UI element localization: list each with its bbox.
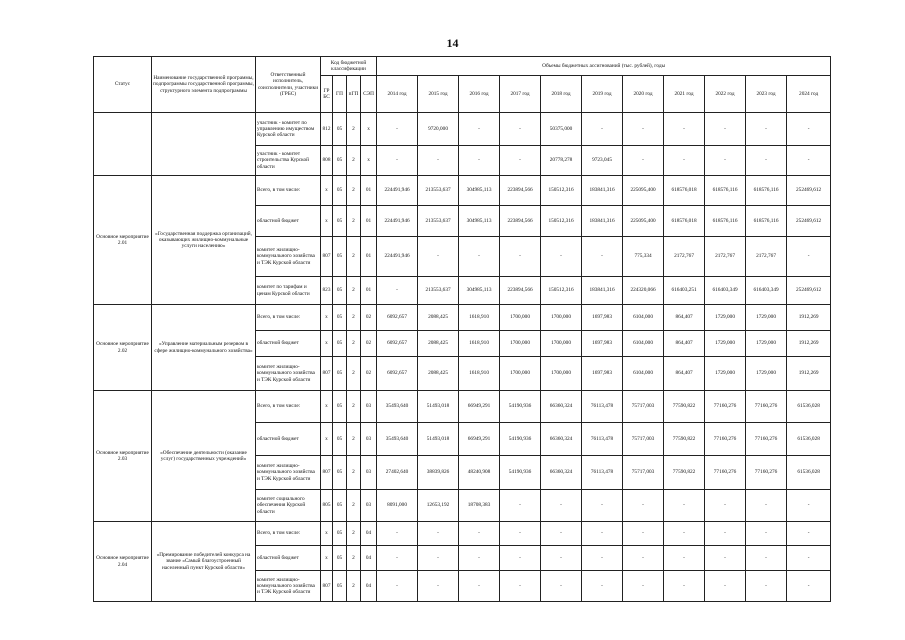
value-cell: -: [582, 490, 623, 522]
value-cell: 76113,478: [582, 456, 623, 490]
value-cell: 2088,425: [418, 357, 459, 391]
value-cell: -: [418, 522, 459, 546]
code-sep-cell: х: [361, 113, 377, 146]
value-cell: 252469,612: [787, 277, 831, 305]
header-year: 2022 год: [705, 76, 746, 113]
value-cell: 6104,000: [623, 305, 664, 331]
value-cell: -: [377, 113, 418, 146]
status-cell: Основное мероприятие 2.01: [94, 176, 152, 305]
header-year: 2024 год: [787, 76, 831, 113]
header-year: 2019 год: [582, 76, 623, 113]
value-cell: 20778,278: [541, 146, 582, 176]
table-row: [94, 305, 831, 331]
executor-cell: комитет жилищно-коммунального хозяйства и ТЭК Курской области: [256, 237, 321, 277]
budget-table: [93, 56, 831, 602]
header-code: ГП: [333, 76, 347, 113]
value-cell: 61536,028: [787, 391, 831, 423]
value-cell: 54190,936: [500, 456, 541, 490]
code-gp-cell: 05: [333, 331, 347, 357]
header-code: СЭП: [361, 76, 377, 113]
value-cell: 1729,000: [746, 357, 787, 391]
header-year: 2016 год: [459, 76, 500, 113]
value-cell: 183841,316: [582, 206, 623, 237]
code-pgp-cell: 2: [347, 456, 361, 490]
value-cell: 38839,826: [418, 456, 459, 490]
value-cell: 77590,822: [664, 423, 705, 456]
value-cell: 75717,003: [623, 391, 664, 423]
value-cell: 75717,003: [623, 456, 664, 490]
value-cell: -: [787, 146, 831, 176]
value-cell: -: [705, 490, 746, 522]
value-cell: -: [787, 113, 831, 146]
value-cell: -: [705, 146, 746, 176]
value-cell: 66949,291: [459, 391, 500, 423]
code-pgp-cell: 2: [347, 331, 361, 357]
value-cell: 304985,113: [459, 206, 500, 237]
code-grbs-cell: х: [321, 176, 333, 206]
code-sep-cell: 04: [361, 546, 377, 571]
value-cell: -: [459, 546, 500, 571]
executor-cell: участник - комитет строительства Курской области: [256, 146, 321, 176]
value-cell: 54190,936: [500, 391, 541, 423]
value-cell: 775,334: [623, 237, 664, 277]
value-cell: 223894,566: [500, 277, 541, 305]
value-cell: -: [418, 571, 459, 602]
executor-cell: областной бюджет: [256, 546, 321, 571]
value-cell: -: [664, 490, 705, 522]
value-cell: -: [500, 237, 541, 277]
executor-cell: комитет по тарифам и ценам Курской области: [256, 277, 321, 305]
value-cell: -: [623, 146, 664, 176]
value-cell: 616403,251: [664, 277, 705, 305]
code-gp-cell: 05: [333, 206, 347, 237]
code-sep-cell: 04: [361, 571, 377, 602]
value-cell: 1912,269: [787, 357, 831, 391]
value-cell: -: [500, 522, 541, 546]
value-cell: -: [459, 237, 500, 277]
name-cell: [152, 113, 256, 176]
value-cell: -: [459, 571, 500, 602]
value-cell: -: [787, 490, 831, 522]
value-cell: -: [582, 571, 623, 602]
code-sep-cell: 02: [361, 305, 377, 331]
value-cell: 1700,000: [541, 331, 582, 357]
header-year: 2021 год: [664, 76, 705, 113]
value-cell: -: [459, 522, 500, 546]
value-cell: -: [418, 237, 459, 277]
value-cell: -: [787, 546, 831, 571]
code-grbs-cell: 823: [321, 277, 333, 305]
code-sep-cell: 01: [361, 206, 377, 237]
value-cell: -: [582, 113, 623, 146]
value-cell: 6092,657: [377, 331, 418, 357]
value-cell: 618576,018: [664, 206, 705, 237]
code-gp-cell: 05: [333, 522, 347, 546]
value-cell: 2172,767: [705, 237, 746, 277]
value-cell: 183841,316: [582, 277, 623, 305]
executor-cell: Всего, в том числе:: [256, 176, 321, 206]
value-cell: -: [377, 146, 418, 176]
value-cell: -: [500, 546, 541, 571]
code-gp-cell: 05: [333, 277, 347, 305]
value-cell: -: [582, 546, 623, 571]
value-cell: 76113,478: [582, 391, 623, 423]
value-cell: -: [377, 546, 418, 571]
value-cell: 1912,269: [787, 305, 831, 331]
value-cell: 51493,018: [418, 391, 459, 423]
value-cell: -: [746, 522, 787, 546]
value-cell: 225095,400: [623, 176, 664, 206]
value-cell: 224491,946: [377, 237, 418, 277]
value-cell: -: [500, 146, 541, 176]
code-sep-cell: 01: [361, 176, 377, 206]
name-cell: «Обеспечение деятельности (оказание услуг) государственных учреждений»: [152, 391, 256, 522]
table-row: [94, 522, 831, 546]
executor-cell: Всего, в том числе:: [256, 522, 321, 546]
value-cell: -: [746, 571, 787, 602]
code-gp-cell: 05: [333, 391, 347, 423]
code-grbs-cell: х: [321, 391, 333, 423]
value-cell: 48240,908: [459, 456, 500, 490]
code-gp-cell: 05: [333, 113, 347, 146]
header-year: 2014 год: [377, 76, 418, 113]
value-cell: -: [500, 490, 541, 522]
value-cell: 35493,640: [377, 391, 418, 423]
value-cell: 35493,640: [377, 423, 418, 456]
code-pgp-cell: 2: [347, 237, 361, 277]
value-cell: 618576,116: [746, 206, 787, 237]
status-cell: Основное мероприятие 2.02: [94, 305, 152, 391]
value-cell: 27402,640: [377, 456, 418, 490]
code-sep-cell: 03: [361, 391, 377, 423]
executor-cell: участник - комитет по управлению имуществом Курской области: [256, 113, 321, 146]
value-cell: -: [459, 146, 500, 176]
value-cell: -: [746, 146, 787, 176]
value-cell: 304985,113: [459, 277, 500, 305]
value-cell: -: [787, 571, 831, 602]
value-cell: -: [500, 113, 541, 146]
value-cell: 1700,000: [541, 305, 582, 331]
value-cell: 618576,116: [705, 206, 746, 237]
value-cell: 2172,767: [664, 237, 705, 277]
value-cell: -: [623, 113, 664, 146]
header-year: 2018 год: [541, 76, 582, 113]
value-cell: -: [459, 113, 500, 146]
value-cell: -: [541, 571, 582, 602]
value-cell: 9720,000: [418, 113, 459, 146]
code-sep-cell: 04: [361, 522, 377, 546]
value-cell: 223894,566: [500, 206, 541, 237]
value-cell: 618576,116: [746, 176, 787, 206]
value-cell: 66949,291: [459, 423, 500, 456]
value-cell: 1700,000: [500, 357, 541, 391]
value-cell: 1697,983: [582, 305, 623, 331]
code-grbs-cell: х: [321, 206, 333, 237]
code-pgp-cell: 2: [347, 423, 361, 456]
name-cell: «Государственная поддержка организаций, оказывающих жилищно-коммунальные услуги населению»: [152, 176, 256, 305]
value-cell: -: [787, 522, 831, 546]
value-cell: 77160,276: [705, 456, 746, 490]
value-cell: 864,407: [664, 331, 705, 357]
value-cell: 6104,000: [623, 331, 664, 357]
executor-cell: комитет жилищно-коммунального хозяйства и ТЭК Курской области: [256, 456, 321, 490]
value-cell: 616403,349: [705, 277, 746, 305]
value-cell: 224491,946: [377, 176, 418, 206]
code-grbs-cell: 808: [321, 146, 333, 176]
status-cell: Основное мероприятие 2.04: [94, 522, 152, 602]
value-cell: 77160,276: [746, 423, 787, 456]
header-year: 2023 год: [746, 76, 787, 113]
value-cell: -: [623, 546, 664, 571]
code-grbs-cell: 812: [321, 113, 333, 146]
value-cell: 1618,910: [459, 357, 500, 391]
value-cell: 150512,316: [541, 206, 582, 237]
value-cell: -: [541, 546, 582, 571]
value-cell: 1729,000: [705, 331, 746, 357]
value-cell: 6092,657: [377, 305, 418, 331]
value-cell: 1912,269: [787, 331, 831, 357]
value-cell: 864,407: [664, 357, 705, 391]
code-gp-cell: 05: [333, 146, 347, 176]
code-sep-cell: х: [361, 146, 377, 176]
value-cell: 150512,316: [541, 277, 582, 305]
code-grbs-cell: 807: [321, 237, 333, 277]
value-cell: 304985,113: [459, 176, 500, 206]
value-cell: 76113,478: [582, 423, 623, 456]
value-cell: 77160,276: [746, 391, 787, 423]
code-grbs-cell: 807: [321, 456, 333, 490]
value-cell: 66360,324: [541, 391, 582, 423]
value-cell: 213553,637: [418, 176, 459, 206]
value-cell: -: [664, 146, 705, 176]
value-cell: -: [664, 546, 705, 571]
value-cell: 2172,767: [746, 237, 787, 277]
status-cell: [94, 113, 152, 176]
code-sep-cell: 03: [361, 490, 377, 522]
value-cell: 8091,000: [377, 490, 418, 522]
value-cell: 1697,983: [582, 357, 623, 391]
table-row: [94, 391, 831, 423]
value-cell: 9723,045: [582, 146, 623, 176]
value-cell: 12653,192: [418, 490, 459, 522]
value-cell: -: [787, 237, 831, 277]
code-pgp-cell: 2: [347, 146, 361, 176]
page-number: 14: [446, 36, 459, 50]
code-grbs-cell: х: [321, 423, 333, 456]
value-cell: -: [746, 113, 787, 146]
header-name: Наименование государственной программы, подпрограммы государственной программы, структурного элемента подпрограммы: [152, 57, 256, 113]
value-cell: 61536,028: [787, 423, 831, 456]
value-cell: -: [664, 571, 705, 602]
header-code: пГП: [347, 76, 361, 113]
value-cell: 77160,276: [705, 423, 746, 456]
code-sep-cell: 01: [361, 277, 377, 305]
executor-cell: Всего, в том числе:: [256, 391, 321, 423]
code-pgp-cell: 2: [347, 490, 361, 522]
header-year: 2020 год: [623, 76, 664, 113]
value-cell: 183841,316: [582, 176, 623, 206]
value-cell: 77160,276: [705, 391, 746, 423]
value-cell: 213553,637: [418, 206, 459, 237]
value-cell: -: [418, 146, 459, 176]
value-cell: 50375,000: [541, 113, 582, 146]
value-cell: 1729,000: [705, 357, 746, 391]
value-cell: 6092,657: [377, 357, 418, 391]
header-volume-group: Объемы бюджетных ассигнований (тыс. рублей), годы: [377, 57, 831, 76]
executor-cell: комитет социального обеспечения Курской области: [256, 490, 321, 522]
value-cell: 77160,276: [746, 456, 787, 490]
code-pgp-cell: 2: [347, 391, 361, 423]
value-cell: 225095,400: [623, 206, 664, 237]
executor-cell: комитет жилищно-коммунального хозяйства и ТЭК Курской области: [256, 571, 321, 602]
value-cell: 1697,983: [582, 331, 623, 357]
code-pgp-cell: 2: [347, 176, 361, 206]
value-cell: -: [500, 571, 541, 602]
executor-cell: комитет жилищно-коммунального хозяйства и ТЭК Курской области: [256, 357, 321, 391]
header-code-group: Код бюджетной классификации: [321, 57, 377, 76]
executor-cell: Всего, в том числе:: [256, 305, 321, 331]
table-body: [94, 113, 831, 602]
value-cell: 1700,000: [500, 305, 541, 331]
code-pgp-cell: 2: [347, 305, 361, 331]
value-cell: 864,407: [664, 305, 705, 331]
header-year: 2015 год: [418, 76, 459, 113]
code-grbs-cell: 807: [321, 571, 333, 602]
value-cell: 54190,936: [500, 423, 541, 456]
value-cell: 1700,000: [500, 331, 541, 357]
code-sep-cell: 01: [361, 237, 377, 277]
value-cell: -: [664, 113, 705, 146]
name-cell: «Управление материальным резервом в сфере жилищно-коммунального хозяйства»: [152, 305, 256, 391]
code-grbs-cell: х: [321, 546, 333, 571]
value-cell: 61536,028: [787, 456, 831, 490]
value-cell: 252469,612: [787, 176, 831, 206]
code-gp-cell: 05: [333, 423, 347, 456]
value-cell: -: [623, 490, 664, 522]
value-cell: 1618,910: [459, 305, 500, 331]
value-cell: 1618,910: [459, 331, 500, 357]
value-cell: 51493,018: [418, 423, 459, 456]
code-gp-cell: 05: [333, 357, 347, 391]
value-cell: 66360,324: [541, 456, 582, 490]
value-cell: -: [705, 522, 746, 546]
code-gp-cell: 05: [333, 176, 347, 206]
value-cell: -: [541, 237, 582, 277]
value-cell: 75717,003: [623, 423, 664, 456]
value-cell: -: [377, 571, 418, 602]
code-pgp-cell: 2: [347, 546, 361, 571]
value-cell: 1729,000: [705, 305, 746, 331]
code-grbs-cell: х: [321, 305, 333, 331]
name-cell: «Премирование победителей конкурса на звание «Самый благоустроенный населенный пункт Курской области»: [152, 522, 256, 602]
value-cell: 2088,425: [418, 305, 459, 331]
executor-cell: областной бюджет: [256, 331, 321, 357]
code-sep-cell: 03: [361, 423, 377, 456]
value-cell: 77590,822: [664, 456, 705, 490]
code-pgp-cell: 2: [347, 522, 361, 546]
value-cell: -: [582, 522, 623, 546]
value-cell: 77590,822: [664, 391, 705, 423]
value-cell: 6104,000: [623, 357, 664, 391]
executor-cell: областной бюджет: [256, 423, 321, 456]
table-row: [94, 176, 831, 206]
code-gp-cell: 05: [333, 305, 347, 331]
value-cell: 1700,000: [541, 357, 582, 391]
value-cell: -: [705, 546, 746, 571]
executor-cell: областной бюджет: [256, 206, 321, 237]
code-grbs-cell: х: [321, 331, 333, 357]
value-cell: 18708,383: [459, 490, 500, 522]
header-code: ГРБС: [321, 76, 333, 113]
value-cell: 1729,000: [746, 305, 787, 331]
value-cell: 616403,349: [746, 277, 787, 305]
value-cell: -: [705, 571, 746, 602]
code-gp-cell: 05: [333, 546, 347, 571]
value-cell: -: [746, 490, 787, 522]
value-cell: -: [541, 490, 582, 522]
value-cell: -: [377, 522, 418, 546]
code-sep-cell: 02: [361, 331, 377, 357]
code-grbs-cell: х: [321, 522, 333, 546]
value-cell: 223894,566: [500, 176, 541, 206]
code-pgp-cell: 2: [347, 206, 361, 237]
status-cell: Основное мероприятие 2.03: [94, 391, 152, 522]
code-sep-cell: 02: [361, 357, 377, 391]
code-gp-cell: 05: [333, 456, 347, 490]
value-cell: 2088,425: [418, 331, 459, 357]
value-cell: 252469,612: [787, 206, 831, 237]
code-pgp-cell: 2: [347, 571, 361, 602]
value-cell: -: [623, 522, 664, 546]
code-pgp-cell: 2: [347, 113, 361, 146]
code-grbs-cell: 805: [321, 490, 333, 522]
code-sep-cell: 03: [361, 456, 377, 490]
value-cell: 150512,316: [541, 176, 582, 206]
header-status: Статус: [94, 57, 152, 113]
value-cell: -: [664, 522, 705, 546]
table-row: [94, 113, 831, 146]
value-cell: -: [541, 522, 582, 546]
value-cell: 618576,116: [705, 176, 746, 206]
code-gp-cell: 05: [333, 237, 347, 277]
value-cell: 224491,946: [377, 206, 418, 237]
value-cell: -: [377, 277, 418, 305]
value-cell: 66360,324: [541, 423, 582, 456]
code-pgp-cell: 2: [347, 357, 361, 391]
code-gp-cell: 05: [333, 571, 347, 602]
value-cell: -: [582, 237, 623, 277]
code-gp-cell: 05: [333, 490, 347, 522]
value-cell: 1729,000: [746, 331, 787, 357]
value-cell: 213553,637: [418, 277, 459, 305]
value-cell: 618576,018: [664, 176, 705, 206]
value-cell: 224320,066: [623, 277, 664, 305]
value-cell: -: [623, 571, 664, 602]
value-cell: -: [705, 113, 746, 146]
code-grbs-cell: 807: [321, 357, 333, 391]
value-cell: -: [418, 546, 459, 571]
value-cell: -: [746, 546, 787, 571]
header-executor: Ответственный исполнитель, соисполнители, участники (ГРБС): [256, 57, 321, 113]
header-year: 2017 год: [500, 76, 541, 113]
code-pgp-cell: 2: [347, 277, 361, 305]
